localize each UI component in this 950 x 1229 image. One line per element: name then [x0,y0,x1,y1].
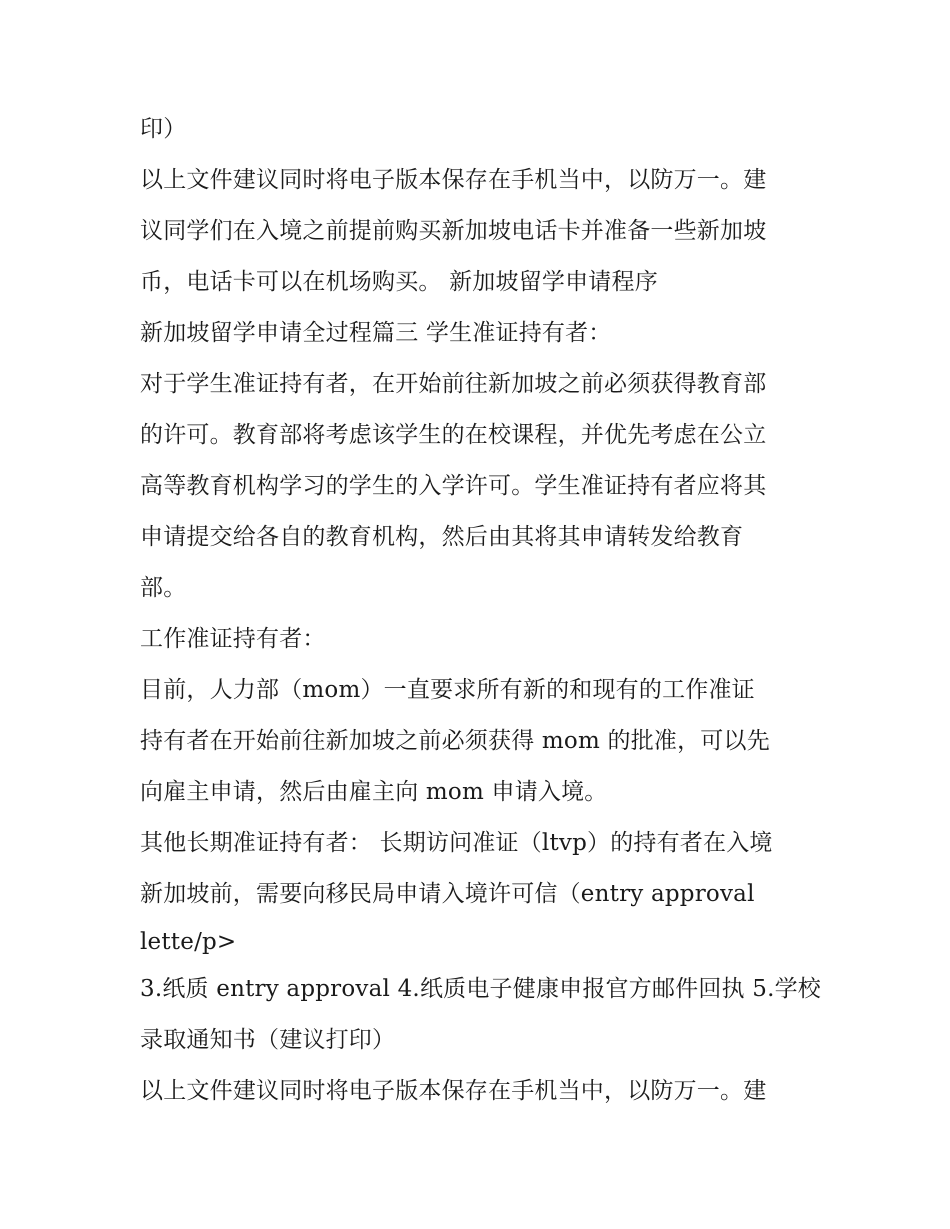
text-line: 新加坡留学申请全过程篇三 学生准证持有者： [140,320,612,346]
text-line: 其他长期准证持有者： 长期访问准证（ltvp）的持有者在入境 [140,830,773,856]
text-line: 高等教育机构学习的学生的入学许可。学生准证持有者应将其 [140,473,767,499]
text-line: 3.纸质 entry approval 4.纸质电子健康申报官方邮件回执 5.学校 [140,976,821,1002]
text-line: 持有者在开始前往新加坡之前必须获得 mom 的批准，可以先 [140,728,770,754]
text-line: 申请提交给各自的教育机构，然后由其将其申请转发给教育 [140,524,744,550]
text-line: 工作准证持有者： [140,626,326,652]
text-line: 向雇主申请，然后由雇主向 mom 申请入境。 [140,779,608,805]
text-line: 对于学生准证持有者，在开始前往新加坡之前必须获得教育部 [140,371,767,397]
text-line: 部。 [140,575,187,601]
text-line: 新加坡前，需要向移民局申请入境许可信（entry approval [140,881,755,907]
text-line: 币，电话卡可以在机场购买。 新加坡留学申请程序 [140,269,658,295]
text-line: lette/p> [140,929,237,955]
text-line: 议同学们在入境之前提前购买新加坡电话卡并准备一些新加坡 [140,218,767,244]
document-body [140,104,820,1117]
text-line: 目前，人力部（mom）一直要求所有新的和现有的工作准证 [140,677,755,703]
text-line: 印） [140,116,187,142]
text-line: 录取通知书（建议打印） [140,1027,396,1053]
document-page [140,104,820,1117]
text-line: 的许可。教育部将考虑该学生的在校课程，并优先考虑在公立 [140,422,767,448]
text-line: 以上文件建议同时将电子版本保存在手机当中，以防万一。建 [140,1078,767,1104]
text-line: 以上文件建议同时将电子版本保存在手机当中，以防万一。建 [140,167,767,193]
